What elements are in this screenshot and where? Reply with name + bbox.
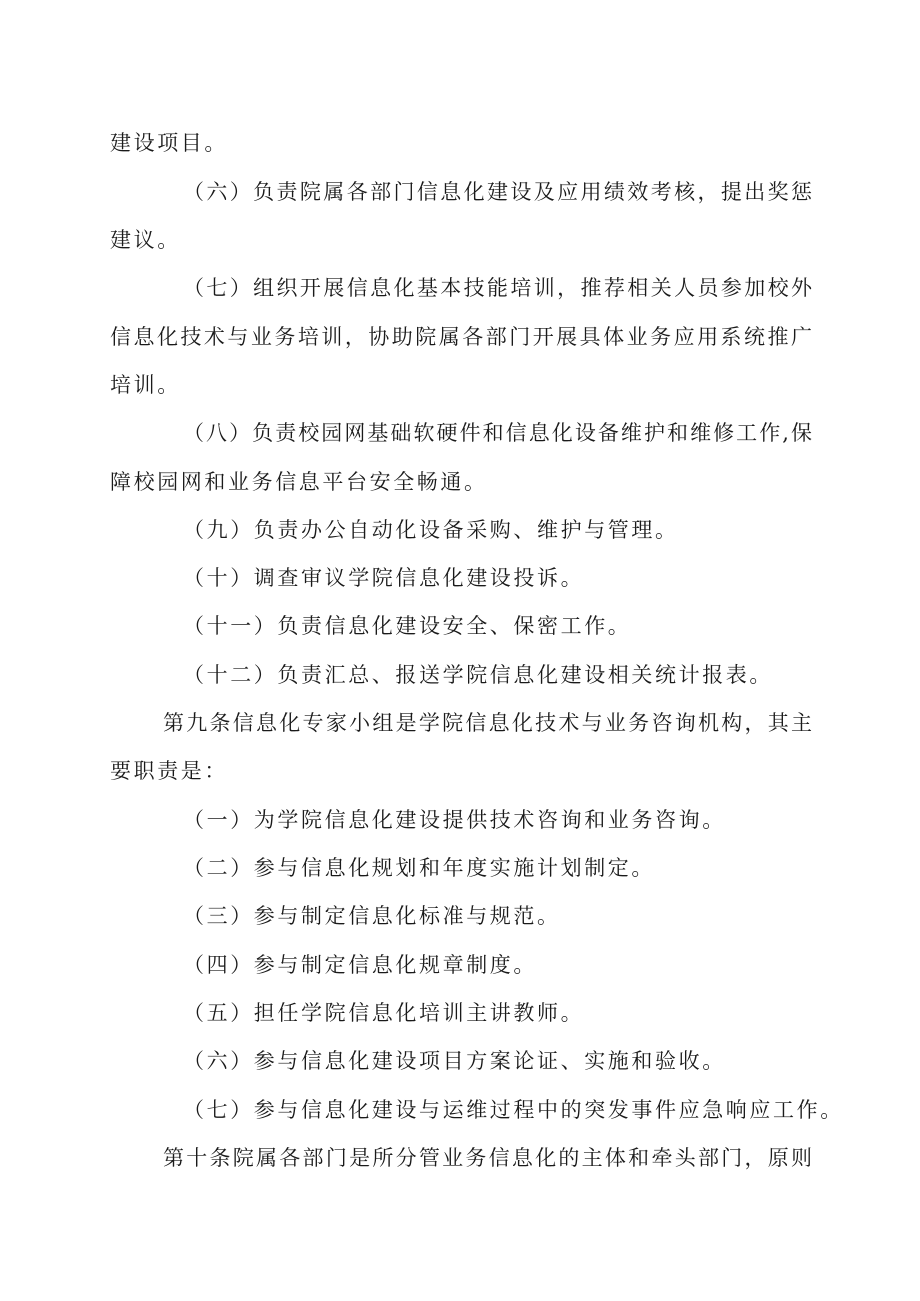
text-line: （二）参与信息化规划和年度实施计划制定。 <box>183 856 655 880</box>
text-line: （六）负责院属各部门信息化建设及应用绩效考核，提出奖惩 <box>183 180 812 204</box>
text-line: （九）负责办公自动化设备采购、维护与管理。 <box>183 518 679 542</box>
text-line: （一）为学院信息化建设提供技术咨询和业务咨询。 <box>183 808 726 832</box>
text-line: 第十条院属各部门是所分管业务信息化的主体和牵头部门，原则 <box>163 1146 812 1170</box>
text-line: （七）组织开展信息化基本技能培训，推荐相关人员参加校外 <box>183 276 812 300</box>
text-line: （五）担任学院信息化培训主讲教师。 <box>183 1001 585 1025</box>
text-line: 培训。 <box>110 373 181 397</box>
text-line: （四）参与制定信息化规章制度。 <box>183 953 537 977</box>
text-line: （十一）负责信息化建设安全、保密工作。 <box>183 614 632 638</box>
text-line: 建议。 <box>110 228 181 252</box>
text-line: （十二）负责汇总、报送学院信息化建设相关统计报表。 <box>183 663 773 687</box>
text-line: 建设项目。 <box>110 131 228 155</box>
text-line: （三）参与制定信息化标准与规范。 <box>183 904 561 928</box>
text-line: 要职责是： <box>110 759 228 783</box>
text-line: 障校园网和业务信息平台安全畅通。 <box>110 470 488 494</box>
text-line: 第九条信息化专家小组是学院信息化技术与业务咨询机构，其主 <box>163 711 812 735</box>
text-line: （八）负责校园网基础软硬件和信息化设备维护和维修工作,保 <box>183 421 812 445</box>
text-line: （六）参与信息化建设项目方案论证、实施和验收。 <box>183 1049 726 1073</box>
text-line: 信息化技术与业务培训，协助院属各部门开展具体业务应用系统推广 <box>110 325 812 349</box>
text-line: （七）参与信息化建设与运维过程中的突发事件应急响应工作。 <box>183 1098 844 1122</box>
text-line: （十）调查审议学院信息化建设投诉。 <box>183 566 585 590</box>
